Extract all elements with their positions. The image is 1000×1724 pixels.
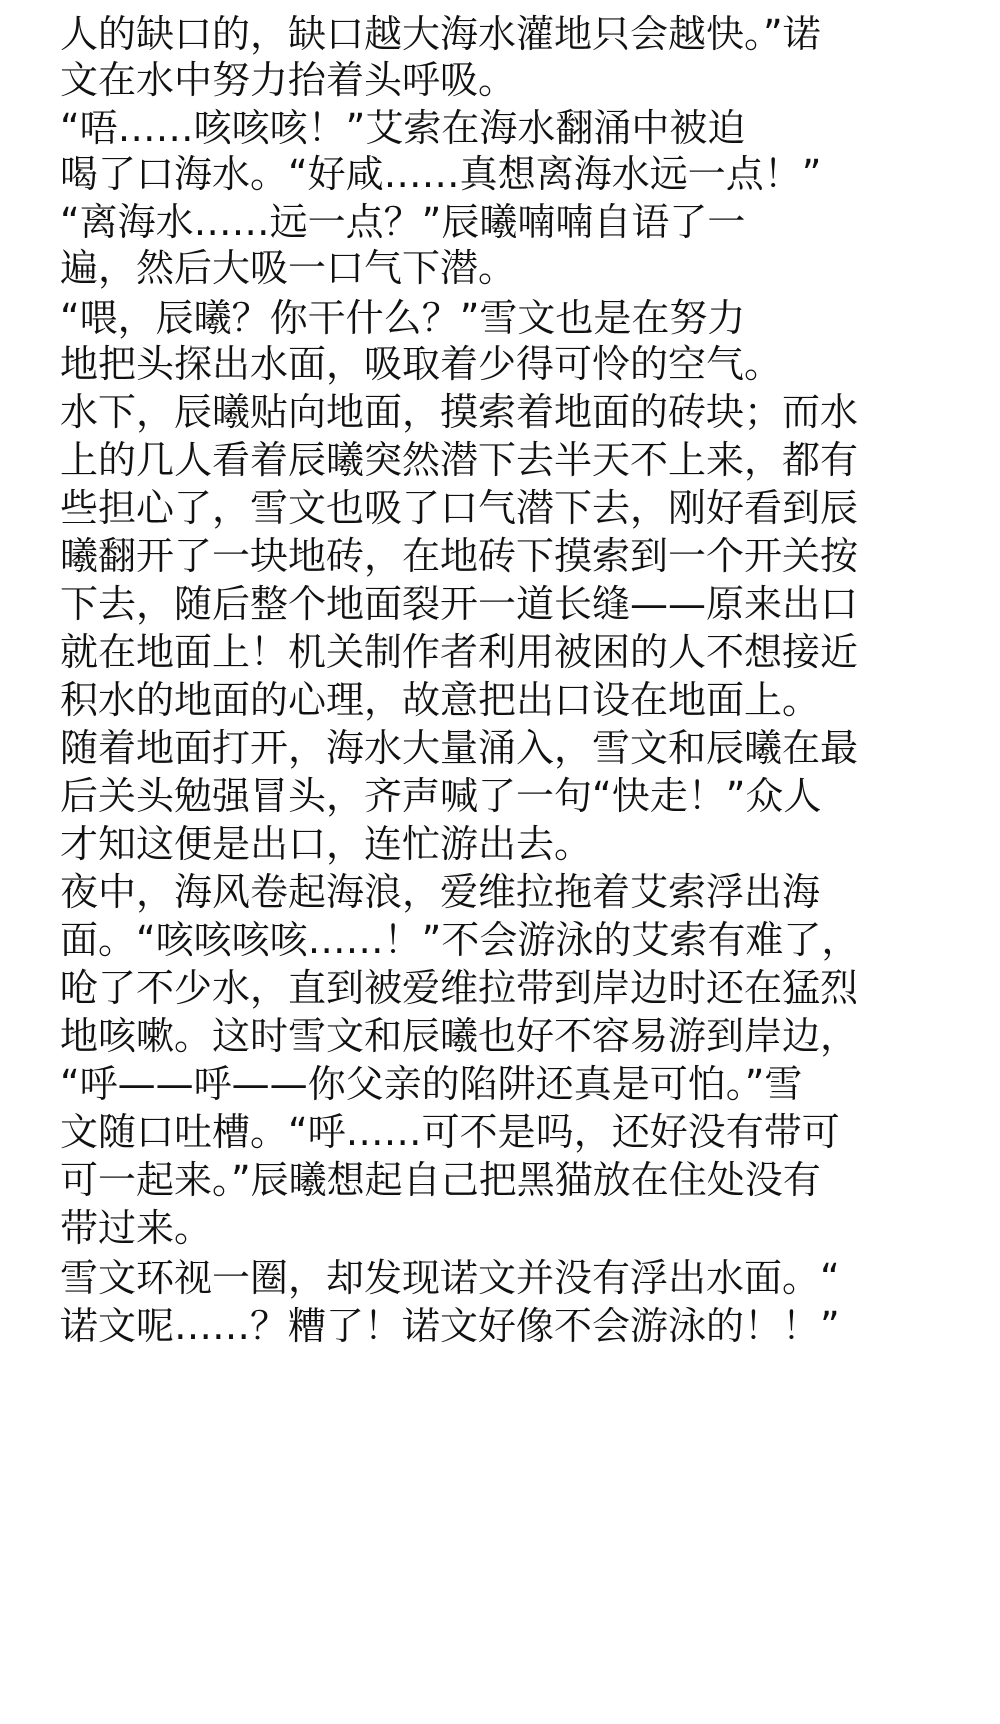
text-line: 雪文环视一圈，却发现诺文并没有浮出水面。“ [60, 1256, 840, 1300]
text-line: 可一起来。”辰曦想起自己把黑猫放在住处没有 [60, 1158, 821, 1202]
text-line: 后关头勉强冒头，齐声喊了一句“快走！”众人 [60, 774, 822, 818]
text-line: 遍，然后大吸一口气下潜。 [60, 246, 517, 290]
text-line: 喝了口海水。“好咸……真想离海水远一点！” [60, 152, 822, 196]
text-line: “喂，辰曦？你干什么？”雪文也是在努力 [60, 296, 746, 340]
text-line: 积水的地面的心理，故意把出口设在地面上。 [60, 678, 821, 722]
text-line: 些担心了，雪文也吸了口气潜下去，刚好看到辰 [60, 486, 859, 530]
text-line: “离海水……远一点？”辰曦喃喃自语了一 [60, 200, 746, 244]
text-line: 就在地面上！机关制作者利用被困的人不想接近 [60, 630, 859, 674]
text-line: 曦翻开了一块地砖，在地砖下摸索到一个开关按 [60, 534, 859, 578]
text-line: 诺文呢……？糟了！诺文好像不会游泳的！！” [60, 1304, 840, 1348]
text-line: “呼——呼——你父亲的陷阱还真是可怕。”雪 [60, 1062, 803, 1106]
text-line: 地咳嗽。这时雪文和辰曦也好不容易游到岸边， [60, 1014, 859, 1058]
text-line: 随着地面打开，海水大量涌入，雪文和辰曦在最 [60, 726, 859, 770]
text-line: 夜中，海风卷起海浪，爱维拉拖着艾索浮出海 [60, 870, 821, 914]
text-line: 水下，辰曦贴向地面，摸索着地面的砖块；而水 [60, 390, 859, 434]
text-line: 才知这便是出口，连忙游出去。 [60, 822, 593, 866]
text-line: 呛了不少水，直到被爱维拉带到岸边时还在猛烈 [60, 966, 859, 1010]
text-line: 文在水中努力抬着头呼吸。 [60, 58, 517, 102]
text-line: “唔……咳咳咳！”艾索在海水翻涌中被迫 [60, 106, 746, 150]
text-line: 人的缺口的，缺口越大海水灌地只会越快。”诺 [60, 12, 821, 56]
text-line: 上的几人看着辰曦突然潜下去半天不上来，都有 [60, 438, 859, 482]
text-line: 文随口吐槽。“呼……可不是吗，还好没有带可 [60, 1110, 840, 1154]
text-line: 带过来。 [60, 1206, 213, 1250]
text-line: 地把头探出水面，吸取着少得可怜的空气。 [60, 342, 783, 386]
text-line: 下去，随后整个地面裂开一道长缝——原来出口 [60, 582, 859, 626]
text-line: 面。“咳咳咳咳……！”不会游泳的艾索有难了， [60, 918, 860, 962]
